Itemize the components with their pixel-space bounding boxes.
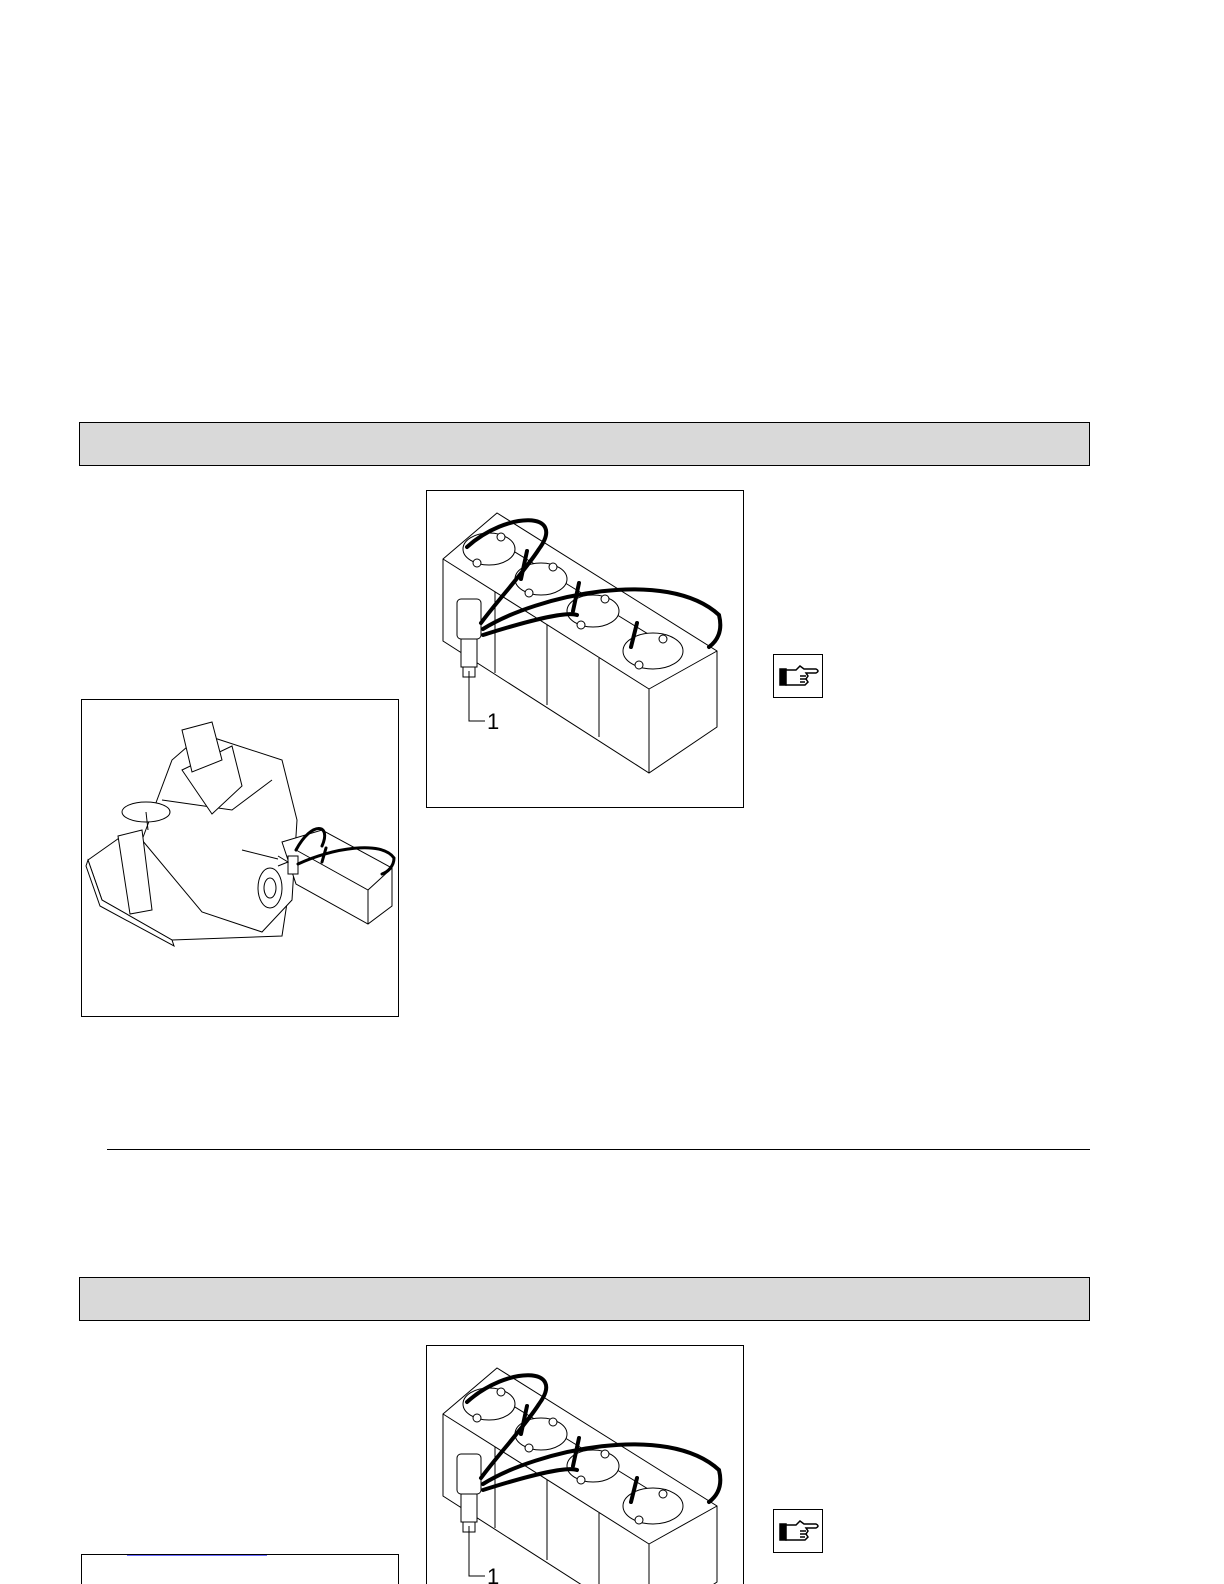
figure-callout-number: 1 — [487, 1564, 500, 1584]
battery-pack-drawing — [427, 491, 745, 809]
section-divider — [107, 1149, 1090, 1150]
battery-pack-connector-figure — [426, 490, 744, 808]
figure-callout-number: 1 — [487, 709, 500, 734]
sweeper-machine-battery-figure — [81, 699, 399, 1017]
figure-top-mark — [127, 1555, 267, 1556]
sweeper-machine-battery-figure — [81, 1554, 399, 1584]
battery-pack-drawing — [427, 1346, 744, 1584]
section-header-bar — [79, 422, 1090, 466]
battery-pack-connector-figure — [426, 1345, 744, 1584]
pointing-hand-icon — [773, 1509, 823, 1553]
section-header-bar — [79, 1277, 1090, 1321]
pointing-hand-icon — [773, 654, 823, 698]
sweeper-machine-drawing — [82, 700, 400, 1018]
